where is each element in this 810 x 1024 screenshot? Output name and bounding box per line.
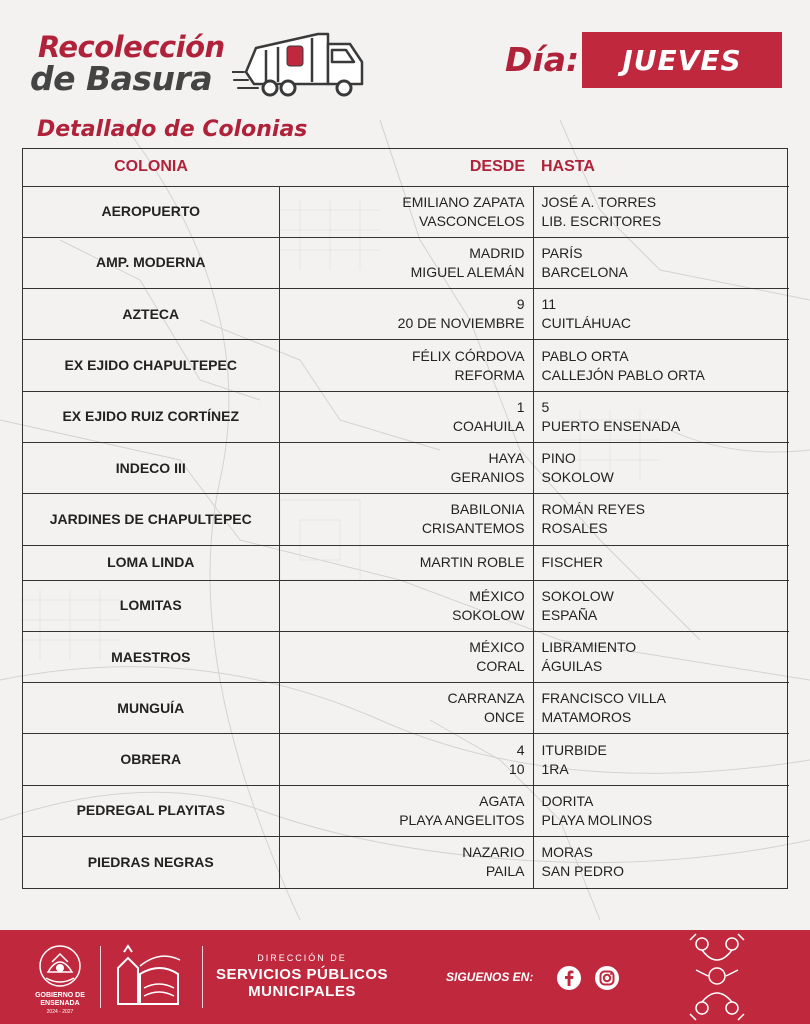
cell-desde	[279, 391, 533, 442]
cell-hasta	[533, 580, 789, 631]
day-value: JUEVES	[622, 43, 742, 77]
cell-colonia: PIEDRAS NEGRAS	[23, 837, 279, 888]
direccion-label: DIRECCIÓN DE	[257, 953, 347, 963]
cell-hasta	[533, 785, 789, 836]
cell-desde	[279, 631, 533, 682]
cell-desde	[279, 186, 533, 237]
table-row	[23, 580, 789, 631]
amor-en-grande-logo-icon	[110, 944, 186, 1010]
desde-street: CRISANTEMOS	[421, 520, 525, 537]
table-row	[23, 391, 789, 442]
hasta-street: PLAYA MOLINOS	[541, 811, 653, 828]
table-row	[23, 837, 789, 888]
hasta-street: ROSALES	[541, 520, 608, 537]
cell-desde	[279, 837, 533, 888]
instagram-icon[interactable]	[594, 965, 620, 991]
hasta-street: ITURBIDE	[541, 741, 607, 758]
desde-street: CARRANZA	[447, 690, 525, 707]
gobierno-years: 2024 - 2027	[46, 1009, 74, 1015]
hasta-street: LIB. ESCRITORES	[541, 212, 662, 229]
decorative-ornament-icon	[682, 930, 752, 1024]
cell-hasta	[533, 837, 789, 888]
footer-divider	[202, 946, 203, 1008]
facebook-icon[interactable]	[556, 965, 582, 991]
cell-colonia: AEROPUERTO	[23, 186, 279, 237]
cell-hasta	[533, 545, 789, 580]
desde-street: MIGUEL ALEMÁN	[410, 263, 525, 280]
header-desde: DESDE	[279, 149, 533, 186]
table-row	[23, 186, 789, 237]
footer-divider	[100, 946, 101, 1008]
title-line2: de Basura	[30, 59, 213, 98]
desde-street: 20 DE NOVIEMBRE	[397, 315, 525, 332]
garbage-truck-icon	[232, 26, 372, 102]
cell-hasta	[533, 442, 789, 493]
cell-colonia: PEDREGAL PLAYITAS	[23, 785, 279, 836]
cell-colonia: INDECO III	[23, 442, 279, 493]
table-row	[23, 237, 789, 288]
cell-desde	[279, 683, 533, 734]
desde-street: VASCONCELOS	[418, 212, 525, 229]
cell-desde	[279, 580, 533, 631]
hasta-street: PINO	[541, 450, 576, 467]
desde-street: 1	[516, 398, 525, 415]
cell-colonia: AZTECA	[23, 289, 279, 340]
desde-street: 10	[508, 760, 525, 777]
cell-colonia: LOMITAS	[23, 580, 279, 631]
table-row	[23, 545, 789, 580]
desde-street: 4	[516, 741, 525, 758]
cell-hasta	[533, 289, 789, 340]
cell-hasta	[533, 494, 789, 545]
table-row	[23, 734, 789, 785]
cell-desde	[279, 545, 533, 580]
cell-colonia: MUNGUÍA	[23, 683, 279, 734]
desde-street: MARTIN ROBLE	[419, 554, 525, 571]
table-row	[23, 494, 789, 545]
day-badge	[582, 32, 782, 88]
table-row	[23, 289, 789, 340]
desde-street: SOKOLOW	[452, 606, 525, 623]
hasta-street: SOKOLOW	[541, 469, 614, 486]
table-row	[23, 683, 789, 734]
cell-desde	[279, 289, 533, 340]
cell-desde	[279, 785, 533, 836]
footer	[0, 930, 810, 1024]
hasta-street: CALLEJÓN PABLO ORTA	[541, 366, 705, 383]
cell-hasta	[533, 734, 789, 785]
hasta-street: MATAMOROS	[541, 709, 632, 726]
hasta-street: FISCHER	[541, 554, 603, 571]
cell-hasta	[533, 237, 789, 288]
day-label: Día:	[505, 40, 580, 79]
cell-colonia: OBRERA	[23, 734, 279, 785]
hasta-street: ESPAÑA	[541, 606, 598, 623]
desde-street: GERANIOS	[450, 469, 525, 486]
cell-colonia: LOMA LINDA	[23, 545, 279, 580]
hasta-street: PABLO ORTA	[541, 347, 629, 364]
cell-colonia: MAESTROS	[23, 631, 279, 682]
hasta-street: PUERTO ENSENADA	[541, 417, 681, 434]
desde-street: EMILIANO ZAPATA	[402, 193, 525, 210]
table-row	[23, 442, 789, 493]
header-colonia: COLONIA	[23, 149, 279, 186]
cell-hasta	[533, 340, 789, 391]
table-row	[23, 785, 789, 836]
hasta-street: CUITLÁHUAC	[541, 315, 631, 332]
desde-street: 9	[516, 296, 525, 313]
table-row	[23, 631, 789, 682]
hasta-street: SOKOLOW	[541, 587, 614, 604]
cell-hasta	[533, 631, 789, 682]
desde-street: REFORMA	[454, 366, 525, 383]
hasta-street: ROMÁN REYES	[541, 501, 645, 518]
header-hasta: HASTA	[533, 149, 789, 186]
desde-street: PAILA	[485, 863, 525, 880]
desde-street: MADRID	[469, 244, 525, 261]
cell-desde	[279, 340, 533, 391]
gobierno-label: GOBIERNO DE ENSENADA	[35, 992, 85, 1007]
desde-street: FÉLIX CÓRDOVA	[411, 347, 525, 364]
hasta-street: BARCELONA	[541, 263, 628, 280]
hasta-street: JOSÉ A. TORRES	[541, 193, 657, 210]
hasta-street: MORAS	[541, 844, 593, 861]
desde-street: CORAL	[476, 658, 525, 675]
desde-street: AGATA	[479, 792, 525, 809]
cell-colonia: EX EJIDO RUIZ CORTÍNEZ	[23, 391, 279, 442]
direccion-line1: SERVICIOS PÚBLICOS	[215, 966, 389, 983]
table-body	[23, 186, 789, 888]
hasta-street: DORITA	[541, 792, 594, 809]
desde-street: PLAYA ANGELITOS	[399, 811, 525, 828]
cell-desde	[279, 237, 533, 288]
cell-hasta	[533, 391, 789, 442]
title-line1: Recolección	[38, 30, 225, 64]
cell-desde	[279, 442, 533, 493]
colonias-table	[22, 148, 788, 889]
hasta-street: SAN PEDRO	[541, 863, 624, 880]
hasta-street: PARÍS	[541, 244, 583, 261]
desde-street: HAYA	[488, 450, 525, 467]
desde-street: MÉXICO	[469, 639, 525, 656]
cell-hasta	[533, 186, 789, 237]
table-row	[23, 340, 789, 391]
cell-desde	[279, 494, 533, 545]
logo-title	[30, 32, 225, 96]
page-subtitle: Detallado de Colonias	[37, 117, 308, 142]
hasta-street: 11	[541, 296, 557, 313]
cell-desde	[279, 734, 533, 785]
desde-street: ONCE	[484, 709, 525, 726]
hasta-street: LIBRAMIENTO	[541, 639, 637, 656]
cell-colonia: JARDINES DE CHAPULTEPEC	[23, 494, 279, 545]
follow-label: SIGUENOS EN:	[446, 970, 534, 984]
hasta-street: FRANCISCO VILLA	[541, 690, 666, 707]
cell-colonia: EX EJIDO CHAPULTEPEC	[23, 340, 279, 391]
table-header-row	[23, 149, 789, 186]
cell-colonia: AMP. MODERNA	[23, 237, 279, 288]
desde-street: MÉXICO	[469, 587, 525, 604]
hasta-street: 1RA	[541, 760, 569, 777]
hasta-street: 5	[541, 398, 550, 415]
cell-hasta	[533, 683, 789, 734]
gobierno-ensenada-seal-icon	[36, 942, 84, 990]
hasta-street: ÁGUILAS	[541, 658, 603, 675]
direccion-line2: MUNICIPALES	[248, 983, 356, 1000]
desde-street: COAHUILA	[452, 417, 525, 434]
desde-street: NAZARIO	[462, 844, 525, 861]
desde-street: BABILONIA	[450, 501, 525, 518]
